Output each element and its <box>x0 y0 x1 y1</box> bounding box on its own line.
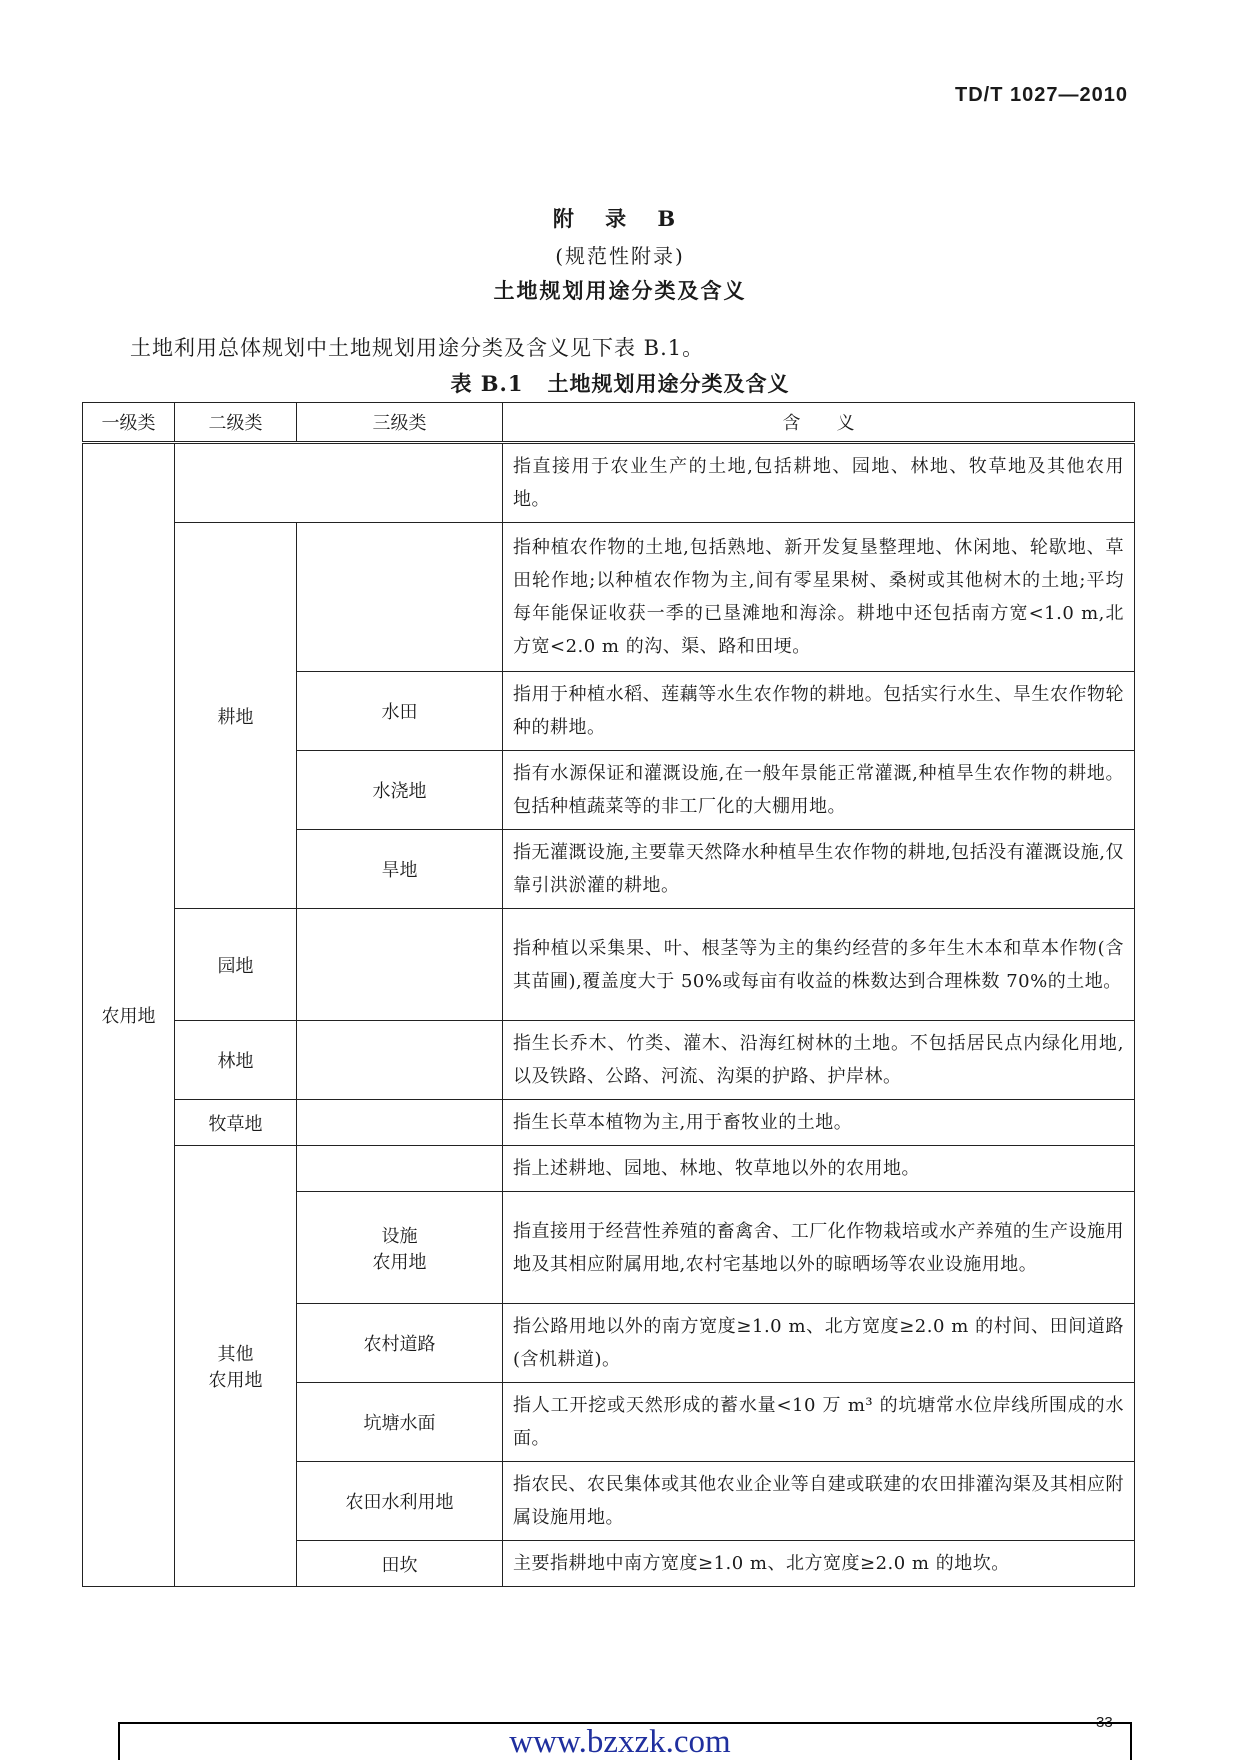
header-level2: 二级类 <box>175 403 297 443</box>
page-number: 33 <box>1096 1714 1113 1731</box>
level3-cell-line: 农用地 <box>372 1251 427 1273</box>
empty-cell <box>297 1146 503 1192</box>
empty-cell <box>297 1100 503 1146</box>
meaning-cell: 指直接用于经营性养殖的畜禽舍、工厂化作物栽培或水产养殖的生产设施用地及其相应附属用地,农村宅基地以外的晾晒场等农业设施用地。 <box>503 1192 1135 1304</box>
table-row <box>83 443 1135 523</box>
level2-cell: 耕地 <box>175 523 297 909</box>
empty-cell <box>297 1021 503 1100</box>
level3-cell: 水田 <box>297 672 503 751</box>
level3-cell: 农村道路 <box>297 1304 503 1383</box>
land-use-table <box>82 402 1135 1587</box>
table-caption <box>0 368 1240 398</box>
level2-cell: 林地 <box>175 1021 297 1100</box>
empty-cell <box>297 523 503 672</box>
table-caption-title: 土地规划用途分类及含义 <box>547 371 790 396</box>
header-level3: 三级类 <box>297 403 503 443</box>
table-row <box>83 1100 1135 1146</box>
standard-code: TD/T 1027—2010 <box>955 84 1128 106</box>
meaning-cell: 指种植以采集果、叶、根茎等为主的集约经营的多年生木本和草本作物(含其苗圃),覆盖度大于 50%或每亩有收益的株数达到合理株数 70%的土地。 <box>503 909 1135 1021</box>
level3-cell-line: 设施 <box>381 1225 418 1247</box>
meaning-cell: 指农民、农民集体或其他农业企业等自建或联建的农田排灌沟渠及其相应附属设施用地。 <box>503 1462 1135 1541</box>
meaning-cell: 指上述耕地、园地、林地、牧草地以外的农用地。 <box>503 1146 1135 1192</box>
appendix-title: 附 录 B <box>552 206 688 231</box>
level2-cell: 牧草地 <box>175 1100 297 1146</box>
meaning-cell: 指生长乔木、竹类、灌木、沿海红树林的土地。不包括居民点内绿化用地,以及铁路、公路、河流、沟渠的护路、护岸林。 <box>503 1021 1135 1100</box>
level3-cell: 农田水利用地 <box>297 1462 503 1541</box>
level3-cell: 水浇地 <box>297 751 503 830</box>
level2-cell-line: 农用地 <box>208 1370 263 1391</box>
level2-cell <box>175 1146 297 1587</box>
meaning-cell: 指公路用地以外的南方宽度≥1.0 m、北方宽度≥2.0 m 的村间、田间道路(含机耕道)。 <box>503 1304 1135 1383</box>
meaning-cell: 指直接用于农业生产的土地,包括耕地、园地、林地、牧草地及其他农用地。 <box>503 443 1135 523</box>
table-row <box>83 1146 1135 1192</box>
header-meaning: 含 义 <box>503 403 1135 443</box>
table-row <box>83 523 1135 672</box>
empty-cell <box>297 909 503 1021</box>
intro-paragraph: 土地利用总体规划中土地规划用途分类及含义见下表 B.1。 <box>130 336 705 360</box>
meaning-cell: 指用于种植水稻、莲藕等水生农作物的耕地。包括实行水生、旱生农作物轮种的耕地。 <box>503 672 1135 751</box>
appendix-nature: (规范性附录) <box>555 244 685 268</box>
level3-cell <box>297 1192 503 1304</box>
level3-cell: 旱地 <box>297 830 503 909</box>
header-level1: 一级类 <box>83 403 175 443</box>
appendix-subject: 土地规划用途分类及含义 <box>493 278 747 303</box>
meaning-cell: 指生长草本植物为主,用于畜牧业的土地。 <box>503 1100 1135 1146</box>
meaning-cell: 指人工开挖或天然形成的蓄水量<10 万 m³ 的坑塘常水位岸线所围成的水面。 <box>503 1383 1135 1462</box>
meaning-cell: 指种植农作物的土地,包括熟地、新开发复垦整理地、休闲地、轮歇地、草田轮作地;以种植农作物为主,间有零星果树、桑树或其他树木的土地;平均每年能保证收获一季的已垦滩地和海涂。耕地中还包括南方宽<1.0 m,北方宽<2.0 m 的沟、渠、路和田埂。 <box>503 523 1135 672</box>
meaning-cell: 指有水源保证和灌溉设施,在一般年景能正常灌溉,种植旱生农作物的耕地。包括种植蔬菜等的非工厂化的大棚用地。 <box>503 751 1135 830</box>
level3-cell: 坑塘水面 <box>297 1383 503 1462</box>
meaning-cell: 主要指耕地中南方宽度≥1.0 m、北方宽度≥2.0 m 的地坎。 <box>503 1541 1135 1587</box>
table-row <box>83 1021 1135 1100</box>
level2-cell-line: 其他 <box>217 1344 254 1365</box>
meaning-cell: 指无灌溉设施,主要靠天然降水种植旱生农作物的耕地,包括没有灌溉设施,仅靠引洪淤灌的耕地。 <box>503 830 1135 909</box>
level2-cell: 园地 <box>175 909 297 1021</box>
table-caption-number: 表 B.1 <box>450 371 524 396</box>
level3-cell: 田坎 <box>297 1541 503 1587</box>
table-header-row <box>83 403 1135 443</box>
empty-cell <box>175 443 503 523</box>
website-link[interactable]: www.bzxzk.com <box>509 1724 731 1760</box>
table-row <box>83 909 1135 1021</box>
level1-cell: 农用地 <box>83 443 175 1587</box>
